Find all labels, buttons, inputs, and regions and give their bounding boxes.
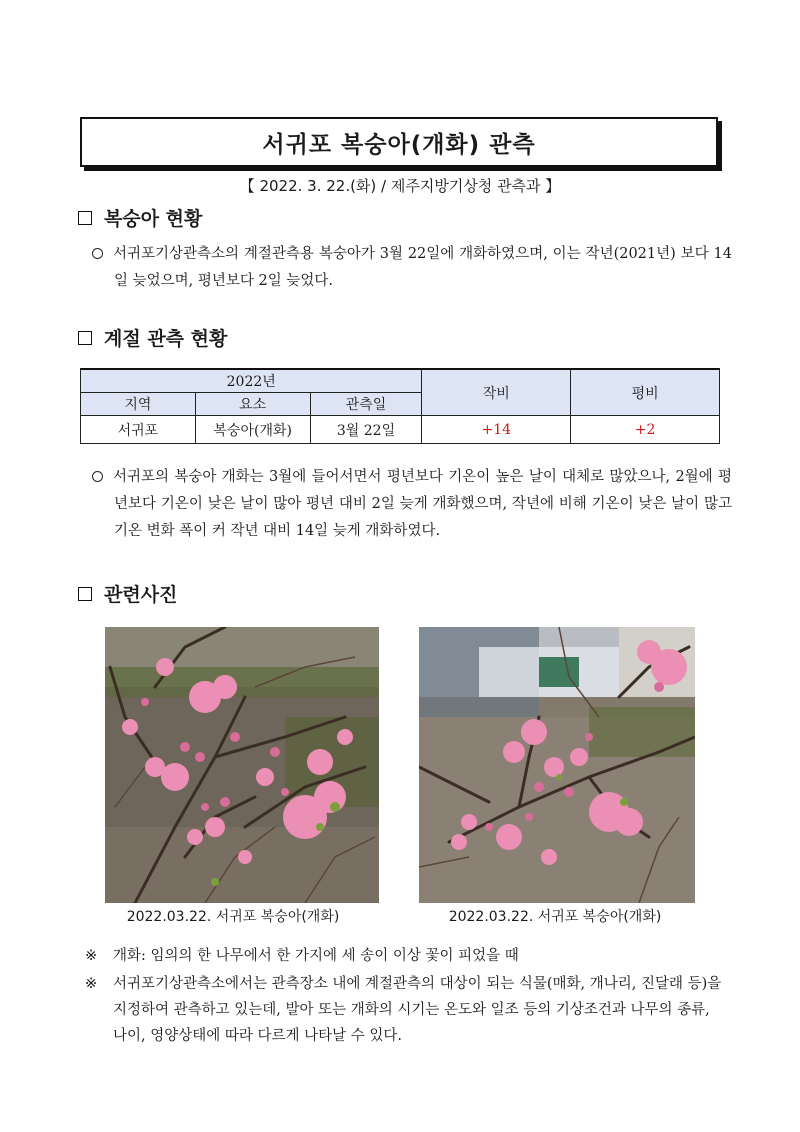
status-text: 서귀포기상관측소의 계절관측용 복숭아가 3월 22일에 개화하였으며, 이는 작년(2021년) 보다 14일 늦었으며, 평년보다 2일 늦었다.: [113, 246, 732, 289]
reference-mark-icon: ※: [85, 976, 98, 992]
section-heading-observation: [78, 324, 227, 351]
reference-mark-icon: ※: [85, 948, 98, 964]
table-cell-element: 복숭아(개화): [195, 416, 310, 444]
table-cell-date: 3월 22일: [310, 416, 422, 444]
table-header-element: 요소: [195, 393, 310, 416]
checkbox-square-icon: [78, 331, 92, 345]
blossom-photo-2: [419, 627, 695, 903]
document-title: 서귀포 복숭아(개화) 관측: [262, 131, 536, 158]
note-text: 개화: 임의의 한 나무에서 한 가지에 세 송이 이상 꽃이 피었을 때: [113, 948, 519, 964]
checkbox-square-icon: [78, 587, 92, 601]
observation-paragraph: [92, 464, 732, 545]
section-heading-text: 계절 관측 현황: [104, 328, 228, 350]
table-cell-region: 서귀포: [81, 416, 196, 444]
table-cell-vs-last-year: +14: [422, 416, 571, 444]
peach-blossom-image: [419, 627, 695, 903]
table-header-region: 지역: [81, 393, 196, 416]
table-header-year: 2022년: [81, 369, 422, 393]
photo-caption-2: 2022.03.22. 서귀포 복숭아(개화): [448, 909, 662, 925]
section-heading-text: 관련사진: [104, 584, 178, 606]
table-cell-vs-normal: +2: [571, 416, 720, 444]
checkbox-square-icon: [78, 211, 92, 225]
note-text: 서귀포기상관측소에서는 관측장소 내에 계절관측의 대상이 되는 식물(매화, 개나리, 진달래 등)을 지정하여 관측하고 있는데, 발아 또는 개화의 시기는 온도와 일조 등의 기상조건과 나무의 종류, 나이, 영양상태에 따라 다르게 나타날 수 있다.: [113, 976, 722, 1044]
peach-blossom-image: [105, 627, 379, 903]
table-header-vs-last-year: 작비: [422, 369, 571, 416]
note-definition: [85, 943, 725, 969]
document-title-box: [80, 117, 718, 167]
table-header-date: 관측일: [310, 393, 422, 416]
observation-table: [80, 368, 720, 444]
blossom-photo-1: [105, 627, 379, 903]
document-subtitle: 【 2022. 3. 22.(화) / 제주지방기상청 관측과 】: [239, 177, 561, 195]
status-paragraph: [92, 241, 732, 295]
bullet-circle-icon: [92, 248, 103, 259]
observation-text: 서귀포의 복숭아 개화는 3월에 들어서면서 평년보다 기온이 높은 날이 대체로 많았으나, 2월에 평년보다 기온이 낮은 날이 많아 평년 대비 2일 늦게 개화했으며, 작년에 비해 기온이 낮은 날이 많고 기온 변화 폭이 커 작년 대비 14일 늦게 개화하였다.: [113, 469, 732, 539]
section-heading-text: 복숭아 현황: [104, 208, 203, 230]
bullet-circle-icon: [92, 471, 103, 482]
section-heading-photos: [78, 580, 177, 607]
table-header-vs-normal: 평비: [571, 369, 720, 416]
section-heading-status: [78, 204, 202, 231]
photo-caption-1: 2022.03.22. 서귀포 복숭아(개화): [126, 909, 340, 925]
note-observation: [85, 971, 725, 1049]
table-row: [81, 416, 720, 444]
